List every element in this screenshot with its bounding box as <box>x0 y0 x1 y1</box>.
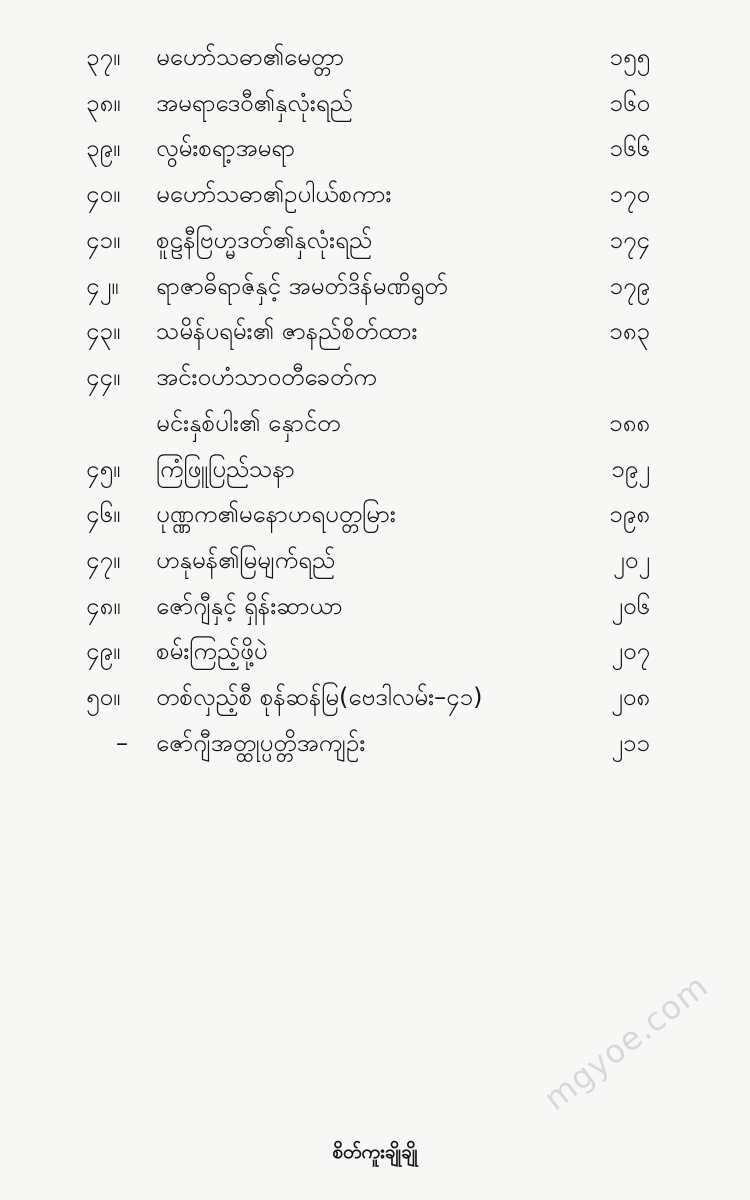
entry-page-number: ၁၇၉ <box>609 272 650 300</box>
entry-page-number: ၁၉၈ <box>609 500 650 528</box>
entry-number: ၄၈။ <box>86 592 121 620</box>
toc-entry-46 <box>0 494 750 534</box>
running-footer: စိတ်ကူးချိုချို <box>332 1141 418 1163</box>
toc-entry-50 <box>0 677 750 717</box>
entry-title: ဇော်ဂျီအတ္ထုပ္ပတ္တိအကျဉ်း <box>156 729 366 757</box>
entry-number: ၄၆။ <box>86 500 121 528</box>
entry-page-number: ၁၆၆ <box>609 134 650 162</box>
entry-title: ဟနုမန်၏မြမျက်ရည် <box>156 546 336 574</box>
entry-title: လွမ်းစရာ့အမရာ <box>156 134 295 162</box>
entry-title: မင်းနှစ်ပါး၏ နှောင်တ <box>156 409 341 437</box>
entry-title: မဟော်သဓာ၏ဥပါယ်စကား <box>156 180 392 208</box>
entry-title: အင်းဝဟံသာဝတီခေတ်က <box>156 363 377 391</box>
toc-entry-49 <box>0 631 750 671</box>
entry-title: စူဠနီဗြဟ္မဒတ်၏နှလုံးရည် <box>156 226 373 254</box>
entry-page-number: ၁၉၂ <box>611 455 650 483</box>
entry-page-number: ၁၇၀ <box>609 180 650 208</box>
entry-number: ၃၉။ <box>86 134 121 162</box>
entry-number: ၃၇။ <box>86 43 121 71</box>
entry-number: ၄၉။ <box>86 637 121 665</box>
entry-number: ၄၅။ <box>86 455 121 483</box>
toc-entry-41 <box>0 220 750 260</box>
entry-title: ရာဇာဓိရာဇ်နှင့် အမတ်ဒိန်မဏိရွတ် <box>156 272 448 300</box>
entry-page-number: ၂၀၈ <box>611 683 650 711</box>
toc-entry-44 <box>0 357 750 397</box>
entry-number: ၄၂။ <box>86 272 119 300</box>
entry-title: ဇော်ဂျီနှင့် ရှိန်းဆာယာ <box>156 592 343 620</box>
entry-page-number: ၂၀၂ <box>612 546 650 574</box>
toc-entry-44-continued <box>0 403 750 443</box>
entry-page-number: ၂၀၆ <box>611 592 650 620</box>
toc-entry-48 <box>0 586 750 626</box>
toc-entry-38 <box>0 83 750 123</box>
entry-page-number: ၁၆၀ <box>609 89 650 117</box>
toc-entry-47 <box>0 540 750 580</box>
entry-title: တစ်လှည့်စီ စုန်ဆန်မြ(ဗေဒါလမ်း–၄၁) <box>156 683 483 711</box>
entry-number: ၃၈။ <box>86 89 121 117</box>
entry-page-number: ၁၇၄ <box>609 226 650 254</box>
toc-entry-37 <box>0 37 750 77</box>
entry-number: ၄၄။ <box>86 363 121 391</box>
entry-number: ၅၀။ <box>86 683 121 711</box>
entry-title: အမရာဒေဝီ၏နှလုံးရည် <box>156 89 353 117</box>
entry-page-number: ၂၀၇ <box>611 637 650 665</box>
entry-title: စမ်းကြည့်ဖို့ပဲ <box>156 637 268 665</box>
entry-page-number: ၁၈၃ <box>609 317 650 345</box>
entry-number: ၄၃။ <box>86 317 121 345</box>
entry-page-number: ၂၁၁ <box>611 729 650 757</box>
toc-entry-39 <box>0 128 750 168</box>
entry-page-number: ၁၅၅ <box>609 43 650 71</box>
entry-title: ကြံဖြူပြည်သနာ <box>156 455 295 483</box>
entry-number: ၄၇။ <box>86 546 121 574</box>
toc-entry-biography <box>0 723 750 763</box>
toc-entry-45 <box>0 449 750 489</box>
toc-entry-43 <box>0 311 750 351</box>
entry-dash: – <box>116 729 128 757</box>
watermark: mgyoe.com <box>536 966 716 1118</box>
entry-title: မဟော်သဓာ၏မေတ္တာ <box>156 43 345 71</box>
toc-entry-42 <box>0 266 750 306</box>
entry-page-number: ၁၈၈ <box>609 409 650 437</box>
entry-number: ၄၀။ <box>86 180 121 208</box>
toc-entry-40 <box>0 174 750 214</box>
entry-number: ၄၁။ <box>86 226 121 254</box>
entry-title: ပုဏ္ဏက၏မနောဟရပတ္တမြား <box>156 500 396 528</box>
entry-title: သမိန်ပရမ်း၏ ဇာနည်စိတ်ထား <box>156 317 418 345</box>
